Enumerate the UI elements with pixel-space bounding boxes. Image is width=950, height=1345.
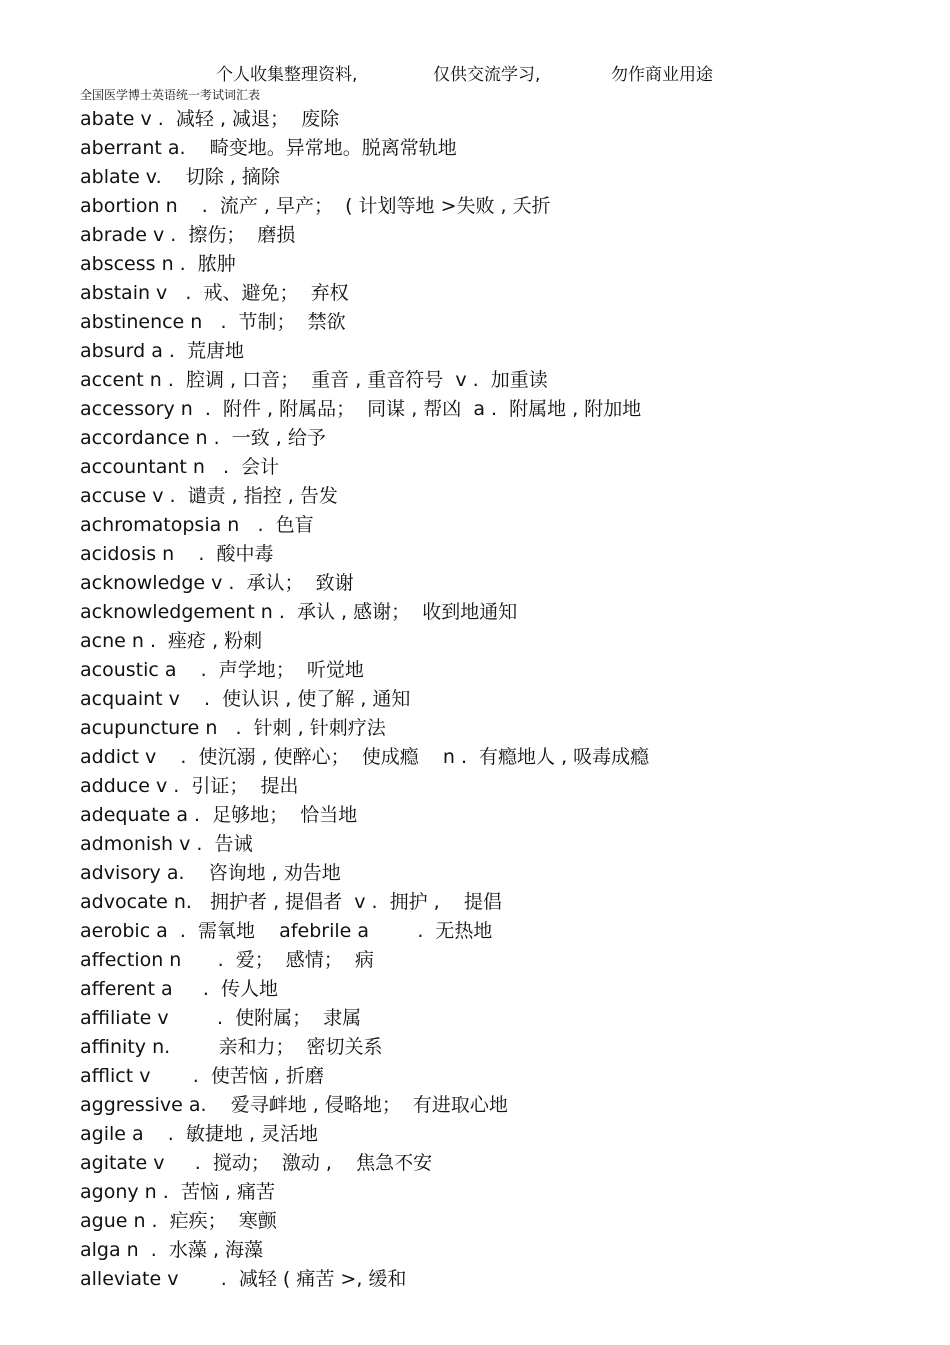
vocab-entry: acne n . 痤疮 , 粉刺 — [80, 630, 263, 652]
vocab-entry: abstain v . 戒、避免； 弃权 — [80, 282, 349, 304]
vocab-entry: agony n . 苦恼 , 痛苦 — [80, 1181, 275, 1203]
vocab-entry: abortion n . 流产 , 早产； ( 计划等地 >失败 , 夭折 — [80, 195, 551, 217]
vocab-entry: addict v . 使沉溺 , 使醉心； 使成瘾 n . 有瘾地人 , 吸毒成瘾 — [80, 746, 650, 768]
vocab-entry: absurd a . 荒唐地 — [80, 340, 245, 362]
vocab-entry: adduce v . 引证； 提出 — [80, 775, 299, 797]
header-text-study: 仅供交流学习, — [433, 65, 541, 85]
vocab-entry: aggressive a. 爱寻衅地 , 侵略地； 有进取心地 — [80, 1094, 508, 1116]
vocab-entry: abstinence n . 节制； 禁欲 — [80, 311, 346, 333]
vocab-entry: acoustic a . 声学地； 听觉地 — [80, 659, 364, 681]
vocab-entry: acknowledgement n . 承认 , 感谢； 收到地通知 — [80, 601, 518, 623]
vocab-entry: affiliate v . 使附属； 隶属 — [80, 1007, 362, 1029]
document-subtitle: 全国医学博士英语统一考试词汇表 — [80, 88, 261, 102]
vocab-entry: afferent a . 传人地 — [80, 978, 278, 1000]
vocab-entry: advocate n. 拥护者 , 提倡者 v . 拥护 , 提倡 — [80, 891, 502, 913]
vocab-entry: acidosis n . 酸中毒 — [80, 543, 274, 565]
vocab-entry: aerobic a . 需氧地 afebrile a . 无热地 — [80, 920, 493, 942]
vocab-entry: affection n . 爱； 感情； 病 — [80, 949, 374, 971]
vocab-entry: acupuncture n . 针刺 , 针刺疗法 — [80, 717, 386, 739]
vocab-entry: alleviate v . 减轻 ( 痛苦 >, 缓和 — [80, 1268, 407, 1290]
vocab-entry: accountant n . 会计 — [80, 456, 280, 478]
vocab-entry: advisory a. 咨询地 , 劝告地 — [80, 862, 341, 884]
vocab-entry: acquaint v . 使认识 , 使了解 , 通知 — [80, 688, 411, 710]
header-text-noncommercial: 勿作商业用途 — [611, 65, 713, 85]
vocab-entry: ablate v. 切除 , 摘除 — [80, 166, 280, 188]
vocab-entry: aberrant a. 畸变地。异常地。脱离常轨地 — [80, 137, 457, 159]
vocab-entry: ague n . 疟疾； 寒颤 — [80, 1210, 277, 1232]
vocab-entry: abrade v . 擦伤； 磨损 — [80, 224, 296, 246]
header-text-personal: 个人收集整理资料, — [216, 65, 358, 85]
vocab-entry: accessory n . 附件 , 附属品； 同谋 , 帮凶 a . 附属地 , 附加地 — [80, 398, 642, 420]
vocab-entry: accuse v . 谴责 , 指控 , 告发 — [80, 485, 338, 507]
vocab-entry: alga n . 水藻 , 海藻 — [80, 1239, 264, 1261]
vocab-entry: accent n . 腔调 , 口音； 重音 , 重音符号 v . 加重读 — [80, 369, 548, 391]
vocabulary-list — [80, 105, 940, 1294]
vocab-entry: adequate a . 足够地； 恰当地 — [80, 804, 358, 826]
vocab-entry: agile a . 敏捷地 , 灵活地 — [80, 1123, 319, 1145]
vocab-entry: accordance n . 一致 , 给予 — [80, 427, 326, 449]
vocab-entry: acknowledge v . 承认； 致谢 — [80, 572, 354, 594]
vocab-entry: achromatopsia n . 色盲 — [80, 514, 314, 536]
vocab-entry: abate v . 减轻 , 减退； 废除 — [80, 108, 340, 130]
vocab-entry: agitate v . 搅动； 激动 , 焦急不安 — [80, 1152, 433, 1174]
vocab-entry: afflict v . 使苦恼 , 折磨 — [80, 1065, 324, 1087]
vocab-entry: affinity n. 亲和力； 密切关系 — [80, 1036, 383, 1058]
vocab-entry: abscess n . 脓肿 — [80, 253, 236, 275]
page-header — [0, 60, 950, 84]
vocab-entry: admonish v . 告诫 — [80, 833, 253, 855]
